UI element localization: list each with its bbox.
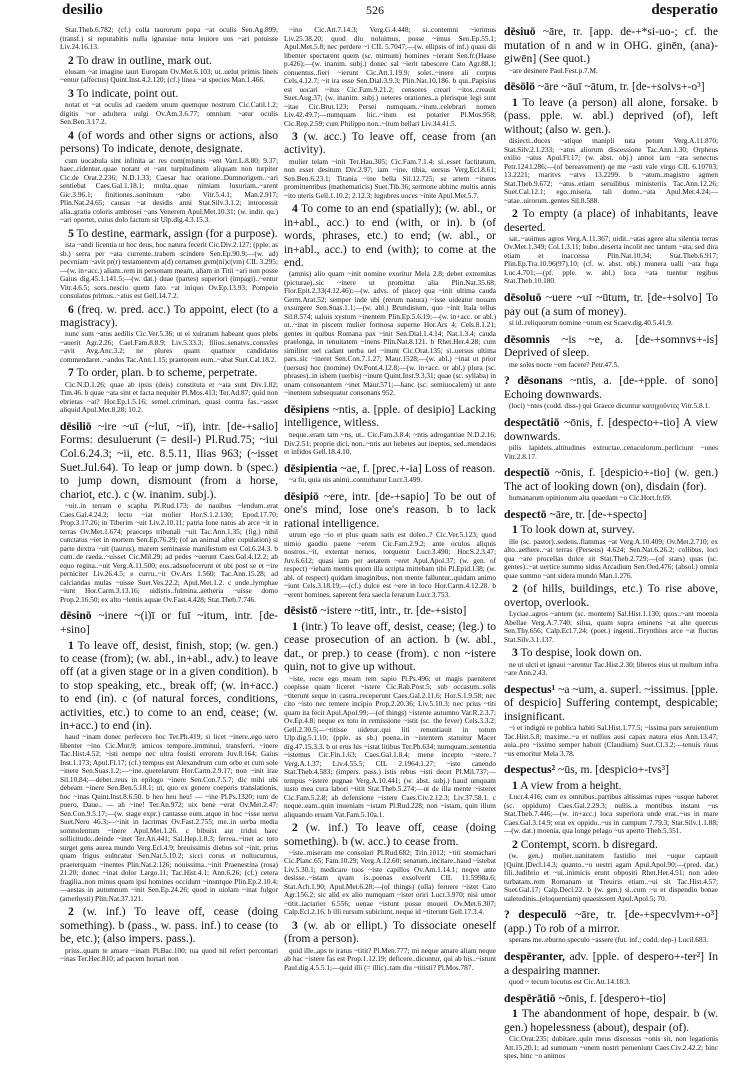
dictionary-entry [504, 508, 718, 678]
entry-head [504, 291, 718, 318]
grammar-etymology: ~is ~e, a. [de-+somnvs+-is] Deprived of sleep. [504, 332, 718, 360]
grammar-etymology: ~āre, tr. [app. de-+*si-uo-; cf. the mutation of n and w in OHG. ginēn, (ana)-giwēn] (See quot.) [504, 25, 718, 66]
page-number: 526 [366, 3, 384, 17]
headword: dēsinō [60, 609, 92, 623]
definition-text: (freq. w. pred. acc.) To appoint, elect (to a magistracy). [60, 302, 278, 329]
citations: disiecti..duces ~atique manipli tuta petunt Verg.A.11.870; Stat.Silv.2.1.233; ~atus aliorum discessione Tac.Ann.1.30; Orpheus exilio ~atus Apul.Fl.17; (w. abst. obj.) annoi iam ~ata senectus Petr.124.l.286;—(of bereavement) qe me ~asti vale virgo CIL 6.10703; 13.2221; maritvs ~atvs 13.2299. b ~atum..magistro agmen Stat.Theb.9.672; ~atus..etiam seruilibus ministeriis Tac.Ann.12.26; Suet.Cal.12.1; ego..misera, tali domo..~ata Apul.Met.4.24;—~atae..uirorum..gentes Sil.8.588. [504, 136, 718, 205]
dictionary-entry [60, 26, 278, 415]
dictionary-entry [504, 333, 718, 370]
sense-definition [60, 303, 278, 330]
grammar-etymology: ~āre, tr. [de-+specvlvm+-o³] (app.) To rob of a mirror. [504, 908, 718, 935]
citations: ~are desinere Paul.Fest.p.7.M. [509, 65, 598, 75]
grammar-etymology: ~a ~um, a. superl. ~issimus. [pple. of despicio] Suffering contempt, despicable; insignificant. [504, 682, 718, 723]
definition-text: Contempt, scorn. b disregard. [520, 837, 658, 851]
citations: Cic.Orat.235; dubitare..quin meus discessus ~onis sit, non legationis Att.15.20.1; ad summam ~onem nostri perueniunt Caes.Civ.2.42.2; hinc spes, hinc ~o animos [504, 1034, 718, 1061]
citations: ~ino Cic.Att.7.14.3; Verg.G.4.448; si..contemni ~ierimus Liv.25.38.20; quod diu noluimus, posse ~imus Sen.Ep.55.1; Apul.Met.5.8; nec perdere ~i CIL 5.7047;—(w. ellipsis of inf.) quasi dii libenter spectarent quem (sc. mimum) homines ~ierant Sen.fr.(Haase p.426);—(w. inanim. subj.) donec sal ~ierit tabescere Cato Agr.88.1; conuentus..fieri ~ierunt Cic.Att.1.19.9; solet..~inere ali corpus Cels.4.12.7; ~it ira esse Sen.Dial.3.9.3; Plin.Nat.10.186. b qui..Papisius est uocari ~itus Cic.Fam.9.21.2; censores creari ~itos..creauit Suet.Aug.37; (w. inanim. subj.) ueteres orationes..a plerisque legi sunt ~itae Cic.Brut.123; Persei numquam..~itum..celebrari nomen Liv.42.49.7;—numquam hic..~itum est potarier Pl.Mos.958; Cic.Rep.2.59; cum Philippo non..~itum bellari Liv.34.41.5. [284, 25, 496, 128]
entry-head [504, 25, 718, 66]
sense-number: 2 [512, 582, 518, 596]
sense-number: 1 [512, 523, 518, 537]
entry-head [504, 374, 718, 401]
sense-number: 3 [292, 130, 298, 143]
entry-head [504, 466, 718, 493]
entry-head [504, 992, 718, 1006]
entry-head [284, 490, 496, 531]
citations: prius..quam te amare ~inam Pl.Bac.100; tua quod nil refert percontari ~inas Ter.Hec.810; ad pacem hortari non [60, 945, 278, 964]
dictionary-entry [504, 683, 718, 759]
headword: dēsipientia [284, 461, 338, 475]
grammar-etymology: ~ōnis, f. [despecto+-tio] A view downwards. [504, 415, 718, 443]
citations: ~a fit, quia uis animi..conturbatur Lucr.3.499. [289, 475, 423, 485]
sense-number: 1 [512, 1007, 518, 1021]
column-3 [504, 25, 718, 1066]
headword: ? dēsonans [504, 374, 563, 388]
citations: humanarum opinionum alta quaedam ~o Cic.Hort.fr.69. [509, 493, 672, 503]
dictionary-entry [284, 403, 496, 457]
sense-number: 2 [68, 53, 74, 67]
sense-number: 1 [292, 620, 298, 633]
headword: dēsōlō [504, 80, 535, 94]
dictionary-entry [504, 416, 718, 461]
column-1 [60, 25, 278, 969]
definition-text: (w. acc.) To leave off, cease from (an activity). [284, 130, 496, 157]
citations: utrum ego ~io et plus quam satis est doleo..? Cic.Ver.5.123; quod nimio gaudio paene ~erem Cic.Fam.2.9.2; ante oculos aliquis nostros..~it, extentat neruos, torquetur Lucr.3.490; Hor.S.2.3.47; Juv.6.612; quasi iam per aetatem ~eret Apul.Apol.37; (w. gen. of respect) ~iebam mentis quom illa scripta mittebam tibi Pl.Epid.138; (w. abl. of respect) quidam imaginibus, non mente falluntur..quidam animo ~iunt Cels.3.18.19;—(cf.) dulce est ~ere in loco Hor.Carm.4.12.28. b ~erent homines, saperent fera saecla ferarum Lucr.3.753. [284, 530, 496, 599]
citations: haud ~inam donec perfecero hoc Ter.Ph.419; si licet ~inere..ego uero libenter ~ino Cic.Mur.9; amicos tempore..imminui, transferri, ~inere Tac.Hist.4.52; ~isti nempe nec ultra fouisti errorem Juv.8.164; Gaius Inst.1.173; Apul.Fl.17; (cf.) tempus est Alexandrum cum orbe et cum sole ~inere Sen.Suas.1.2;—~ine..querelarum Hor.Carm.2.9.17; non ~init irae Sil.10.84;—debet..reus in epilogo ~inere Sen.Con.7.5.7; dic mihi ubi debeam ~inere Sen.Ben.5.18.1; ut, quo ex genere coeperis translationis, hoc ~inas Quint.Inst.8.6.50. b heu heu heu! — ~ine Pl.Ps.1320; tum de puero, Daue.. — ah ~ine! Ter.An.972; uix bene ~erat Ov.Met.2.47; Sen.Con.9.5.17;—(w. stage expr.) cantasse eum..atque in hoc ~isse uersu Suet.Nero 46.3;—~init in lacrimas Ov.Fast.2.755; me..in uerba media somnolentum ~inere Apul.Met.1.26. c bibuist aut tridui haec sollicitudo..deinde ~inet Ter.An.441; Sal.Hep.1.8.3; ferrea..~inet ac toto surget gens aurea mundo Verg.Ecl.4.9; breuissimis diebus sol ~init, prius quam frigus eulncatur Sen.Nat.5.10.2; sicci corus et nultucurnus, praeterquam ~inentes Plin.Nat.2.126; nouissima..~init Praenestina (rosa) 21.20; donec ~inat dolor Largo.11; Tac.Hist.4.1; Ann.6.26; (cf.) cetera fragilia..non minus quam ipsi homines occidunt ~inuntque Plin.Ep.2.10.4;—aestas in autumnum ~init Sen.Ep.24.26; quod in uiolam ~inat fulgor (amethysti) Plin.Nat.37.121. [60, 732, 278, 903]
citations: mulier telam ~init Ter.Hau.305; Cic.Fam.7.1.4; si..esset factitatum, non esset desitum Div.2.97; iam ~ine, tibia, uersus Verg.Ecl.8.61; Sen.Ben.6.23.1; Titania ~ine bella Sil.12.725; se artem ~ituros promittentibus (mathematicis) Suet.Tib.36; sermone abhinc multis annis ~ito uteris Gell.1.10.2; 2.12.3; lugubres uoces ~inite Apul.Met.5.7. [284, 156, 496, 200]
sense-number: 7 [68, 366, 74, 380]
entry-head [504, 80, 718, 94]
entry-head [504, 416, 718, 443]
sense-number: 1 [68, 638, 74, 652]
definition-text: To empty (a place) of inhabitants, leave deserted. [504, 207, 718, 234]
sense-number: 2 [512, 207, 518, 221]
definition-text: A view from a height. [520, 778, 622, 792]
dictionary-entry [504, 466, 718, 503]
dictionary-entry [504, 291, 718, 328]
sense-number: 3 [68, 86, 74, 100]
definition-text: To come to an end (spatially); (w. abl., or in+abl., acc.) to end (with, or in). b (of words, phrases, etc.) to end; (w. abl., or in+abl., acc.) to end (with); to come at the end. [284, 202, 496, 269]
sense-number: 2 [68, 905, 74, 919]
sense-definition [504, 207, 718, 234]
entry-head [504, 908, 718, 935]
citations: neque..eram tam ~ns, ut.. Cic.Fam.3.8.4; ~ntis adrogantiae N.D.2.16; Div.2.51; proprie dici, non..~ntis aut hebetes aut ineptos, sed..mendaces et infidos Gell.18.4.10. [284, 430, 496, 457]
sense-number: 3 [292, 918, 298, 932]
sense-definition [504, 646, 718, 659]
dictionary-entry [504, 763, 718, 903]
headword: dēsiliō [60, 419, 92, 433]
grammar-etymology: ~ōnis, f. [despero+-tio] [558, 991, 666, 1005]
sense-definition [504, 838, 718, 851]
sense-number: 3 [512, 646, 518, 660]
left-guideword: desilio [62, 2, 103, 18]
grammar-etymology: ~istere ~titī, intr., tr. [de-+sisto] [320, 604, 467, 618]
citations: pilis lapideis..altitudines extructae..cenaculorum..perficiunt ~ones Vitr.2.8.17. [504, 443, 718, 461]
definition-text: To leave (a person) all alone, forsake. b (pass. pple. w. abl.) deprived (of), left without; (also w. gen.). [504, 95, 718, 136]
entry-head [284, 403, 496, 430]
citations: Lucr.4.416; cum ex omnibus..partibus altissimas rupes ~usque haberet (sc. oppidum) Caes.Gal.2.29.3; nullis..a montibus instant ~us Stat.Theb.7.446;—(w. in+acc.) loca superiora unde erat..~us in mare Caes.Gal.3.14.9; erat ex oppido..~us in campum 7.79.3; Stat.Silv.1.1.88;—(w. dat.) moenia, qua longe pelago ~us aperto Theb.5.351. [504, 792, 718, 836]
definition-text: To look down at, survey. [520, 523, 635, 537]
sense-definition [284, 130, 496, 157]
sense-definition [60, 905, 278, 945]
grammar-etymology: ~inere ~(i)ī or fuī ~itum, intr. [de-+sino] [60, 609, 278, 636]
sense-definition [60, 129, 278, 156]
dictionary-entry [504, 25, 718, 75]
grammar-etymology: ~ire ~uī (~luī, ~iī), intr. [de-+salio] Forms: desuluerunt (= desil-) Pl.Rud.75; ~iui Col.6.24.3; ~ii, etc. 8.5.11, Ilias 963; (~isset Suet.Jul.64). To leap or jump down. b (spec.) to jump down, dismount (from a horse, chariot, etc.). c (w. inanim. subj.). [60, 419, 278, 501]
grammar-etymology: ~āre ~āuī ~ātum, tr. [de-+solvs+-o³] [537, 80, 705, 94]
sense-number: 4 [68, 128, 74, 142]
definition-text: To leave off, desist, finish, stop; (w. gen.) to cease (from); (w. abl., in+abl., adv.) to leave off (at a given stage or in a given condition). b to stop speaking, etc., break off; (w. in+acc.) to end (in). c (of natural forces, conditions, activities, etc.) to come to an end, cease; (w. in+acc.) to end (in). [60, 638, 278, 732]
dictionary-entry [504, 374, 718, 411]
headword: despērātiō [504, 991, 556, 1005]
entry-head [504, 508, 718, 522]
entry-head [504, 333, 718, 360]
definition-text: To draw in outline, mark out. [76, 53, 212, 67]
dictionary-entry [284, 462, 496, 485]
dictionary-entry [504, 908, 718, 945]
column-2 [284, 25, 496, 977]
definition-text: (w. ab or ellipt.) To dissociate oneself (from a person). [284, 918, 497, 946]
citations: cum uocabula sint infinita ac res com(m)unis ~ent Varr.L.8.80; 9.37; haec..ridentur..quae notant et ~ant turpitudinem aliquam non turpiter Cic.de Orat.2.236; N.D.1.33; Caesar hac oratione..Dumnorigem..~ari sentiebat Caes.Gal.1.18.1; multa..quae nimiam luxuriam..~arent Gic.3.96.1; finitiones..sonituum ~abo Vitr.5.4.1; Man.2.917; Plin.Nat.24.65; causas ~at desidis anni Stat.Silv.3.1.2; introcessit alia..gratia coloris ambrosei ~ans Venerem Apul.Met.10.31; (w. indir. qu.) ~ari oportet, cuius dolo factum sit Ulp.dig.4.3.15.3. [60, 155, 278, 225]
citations: ~i et indigni re publica habiti Sal.Hist.1.77.5; ~issima pars seruientium Tac.Hist.5.8; maxime..~a et nullius ausi capax natura eius Ann.13.47; auia..pro ~issimo semper habuit (Claudium) Suet.Cl.3.2;—tenuis riuus ~us emoritur Mela 3.78. [504, 723, 718, 758]
sense-definition [284, 919, 496, 946]
definition-text: To despise, look down on. [520, 646, 643, 660]
sense-definition [504, 523, 718, 536]
dictionary-entry [504, 80, 718, 286]
sense-definition [284, 202, 496, 269]
grammar-etymology: adv. [pple. of despero+-ter²] In a despairing manner. [504, 949, 718, 977]
dictionary-entry [60, 420, 278, 605]
citations: sat..~auimus agros Verg.A.11.367; uidit..~atas agere alta silentia terras Ov.Met.1.349; Col.1.3.11; bubo..deserta incolit nec tantum ~ata, sed dira etiam et inaccessa Plin.Nat.10.34; Stat.Theb.6.917; Plin.Ep.Tra.10.96(97).10; (cf. w. abst. obj.) munera ualli ~ata fuga Luc.4.701;—(pf. pple. w. abl.) loca ~ata tuentur regibus Stat.Theb.10.180. [504, 233, 718, 286]
sense-definition [504, 96, 718, 136]
sense-number: 4 [292, 202, 298, 216]
grammar-etymology: ~āre, tr. [de-+specto] [549, 507, 647, 521]
grammar-etymology: ~ōnis, f. [despicio+-tio] (w. gen.) The act of looking down (on), disdain (for). [504, 466, 718, 493]
sense-number: 2 [292, 821, 298, 835]
sense-definition [60, 54, 278, 67]
headword: dēsipiō [284, 489, 319, 503]
sense-definition [60, 227, 278, 240]
entry-head [504, 763, 718, 777]
citations: quod ~ tecum locutus est Cic.Att.14.18.3. [509, 977, 631, 987]
citations: ille (sc. pastor)..sedens..flammas ~at Verg.A.10.409; Ov.Met.2.710; ex alto..aethere..~at terras (Perseus) 4.624; Sen.Nat.6.26.2; collibus, loci qua ~are procellas dulce sit Stat.Theb.2.729;—(of stars) quas (sc. gentes)..~at uertice summo sidus Arcadium Sen.Oed.476; (absol.) omnia quae summo ~ant sidera mundo Man.1.276. [504, 536, 718, 580]
headword: dēsipiens [284, 402, 330, 416]
sense-number: 6 [68, 302, 74, 316]
headword: despectiō [504, 466, 550, 480]
citations: (amnis) alio quam ~init nomine exoritur Mela 2.8; debet extremitas (picturae)..sic ~inere ut promittat alia Plin.Nat.35.68; Flor.Epit.2.33(4.12.46);—(w. advs. of place) qua ~init ultima cauda Germ.Arat.52; semper inde ubi (rerum natura) ~isse uideatur nouam exsurgere Sen.Suas.1.1;—(w. abl.) Brundisium, quo ~init Itala tellus Sil.8.574; ualuis xystum ~inentem Plin.Ep.5.6.19;—(w. in+acc. or abl.) ut..~inat in piscem mulier formosa superne Hor.Ars 4; Cels.8.1.21; gentes in quibus Romana pax ~init Sen.Dial.1.4.14; Nat.1.3.4; cauda praelonga, in tenuitatem ~inens Plin.Nat.8.121. b Rhet.Her.4.28; cum similiter uel cadant uerba uel ~inunt Cic.Orat.135; si..uersus ultima pars..sic ~ineret Sen.Con.7.1.27; Maur.1528;—(w. abl.) ~inat ut prior (uersus) hoc (nomine) Ov.Pont.4.12.8;—(w. in+acc. or abl.) plura (sc. phrases)..in isbem (uerbis) ~inunt Quint.Inst.9.3.31; quae (sc. syllaba) in unam consonantem ~inet Maur.571;—hanc (sc. semiuocalem) ut ante ~inentem subsequatur consonans 952. [284, 269, 496, 398]
sense-definition [504, 582, 718, 609]
definition-text: (of words and other signs or actions, also persons) To indicate, denote, designate. [60, 128, 278, 156]
grammar-etymology: ~ae, f. [prec.+-ia] Loss of reason. [340, 461, 496, 475]
headword: dēsistō [284, 604, 318, 618]
citations: me soles nocte ~em facere? Petr.47.5. [509, 359, 620, 369]
headword: despēranter, [504, 949, 566, 963]
sense-number: 2 [512, 837, 518, 851]
citations: ~iste, recte ego meam rem sapio Pl.Ps.496; ut magis paeniteret coepisse quam liceret ~istere Cic.Rab.Post.5; sub occasum..solis ~titerunt seque in castra..receperunt Caes.Gal.2.11.6; Hor.S.1.9.58; nec cito ~isto nec temere incipio Prop.2.20.36; Liv.5.10.3; nec prius ~titi quam ita fecit Apul.Apol.99;—(of things) ~istente autumno Var.R.2.3.7; Ov.Ep.4.8; neque ex toto in remissione ~istit (sc. the fever) Cels.3.3.2; Gell.2.30.5;—~titisse uidetur..qui liti renuntiauit in totum Ulp.dig.5.1.10; (pple. as sb.) poena..in ~istentem statuitur Macer dig.47.15.3.3. b ut erus his ~istat litibus Ter.Ph.634; numquam..sententia ~istemus Cic.Fin.1.63; Caes.Gal.1.8.4; mene incepto ~stere..? Verg.A.1.37; Liv.4.55.5; CIL 2.1964.1.27; ~iste canendo Stat.Theb.4.583; (impers. pass.) istis rebus ~isti decet Pl.Mil.737;—tempus ~istere pugnae Verg.A.10.441; (w. abst. subj.) haud umquam iusto mea cura labori ~titit Stat.Theb.5.274;—ut de illa mente ~isteret Cic.Fam.5.2.8; ab defensione ~istere Caes.Civ.2.12.3; Liv.37.58.1. c neque..eam..quin inueniam ~istam Pl.Rud.228; non ~istam, quin illum aliquando eruam Vat.Fam.5.10a.1. [284, 673, 496, 819]
definition-text: (w. inf.) To leave off, cease (doing something). b (w. acc.) to cease from. [284, 821, 496, 848]
definition-text: To indicate, point out. [76, 86, 179, 100]
grammar-etymology: ~ūs, m. [despicio+-tvs³] [558, 763, 670, 777]
citations: ista ~andi licentia ut hoc deus, hoc natura fecerit Cic.Div.2.127; (pple. as sb.) serra per ~ata currente..trabem scindere Sen.Ep.90.9;—(w. ad) pecvniam ~avit pr(r) testamentvm a(d) certamen gvm(ni)c(vm) CIL 3.295;—(w. in+acc.) aliam..rem in personam meam, aliam in Titii ~ari non posse Gaius dig.45.1.141.5;—(w. dat.) duae (partes) superiori (impagi)..~entur Vitr.4.6.5; sors..nescio quem fato ~at iniquo Ov.Ep.13.93; Pompeio consulatus primus..~atus est Gell.14.7.2. [60, 240, 278, 301]
citations: Lyciae..agros ~antem (sc. montem) Sal.Hist.1.130; quos..~ant moenia Abellae Verg.A.7.740; silua, quam supra eminens ~at alte quercus Sen.Thy.656; Calp.Ecl.7.24; (poet.) ingenti..Tirynthius arce ~at fluctus Stat.Silv.3.1.137. [504, 609, 718, 644]
definition-text: (w. inf.) To leave off, cease (doing something). b (pass., w. pass. inf.) to cease (to be, etc.); (also impers. pass.). [60, 905, 278, 946]
sense-number: 5 [68, 226, 74, 240]
headword: dēsomnis [504, 332, 550, 346]
sense-number: 1 [512, 778, 518, 792]
grammar-etymology: ~ntis, a. [de-+pple. of sono] Echoing downwards. [504, 374, 718, 401]
citations: ne ut ulcti et ignaui ~arentur Tac.Hist.2.30; liberos eius ut multum infra ~are Ann.2.43. [504, 659, 718, 678]
citations: quid ille..aps te iratus ~titit? Pl.Men.777; mi neque amare aliam neque ab hac ~istere fas est Prop.1.12.19; deficere..dicuntur, qui ab his..~istunt Paul.dig.4.5.5.1;—quid illi (= illic)..tam diu ~titisti? Pl.Mos.787. [284, 945, 496, 972]
dictionary-entry [504, 992, 718, 1061]
entry-head [60, 420, 278, 502]
page-header [0, 2, 750, 24]
headword: despectus² [504, 763, 556, 777]
entry-head [284, 604, 496, 618]
citations: ~uit..in terram e scapha Pl.Rud.173; de nauibus ~lendum..erat Caes.Gal.4.24.2; lecto ~iat mulier Hor.S.1.2.130; Epod.17.70; Prop.3.17.26; in Tiberim ~uit Liv.2.10.11; patria Ione natus ab arce ~it in terras Ov.Met.1.674; praeceps tribunali ~uit Tac.Ann.1.35; (fig.) nihil cunctatus ~iet in mortem Sen.Ep.76.29; (of an animal after copulation) si parte dextra ~uit (taurus), marem seminasse manifestum est Col.6.24.3. b cum..de raeda..~uisset Cic.Mil.29; ad pedes ~uerunt Caes.Gal.4.12.2; ab equo regina..~uit Verg.A.11.500; eos..adsuefecerunt et ubi post se et ~ire perniciter Liv.26.4.5; e curru..~it Ov.Ars 1.560; Tac.Ann.15.28; ad calciandas mulas ~uisse Suet.Ves.22.2; Apul.Met.1.2. c unde..lymphae ~iunt Hor.Carm.3.13.16; uidistis..fulmina..aetheria ~uisse domo Prop.2.16.50; ex alto ~lentis aquae Ov.Fast.4.428; Stat.Theb.7.746. [60, 501, 278, 604]
headword: ? despeculō [504, 908, 567, 922]
grammar-etymology: ~uere ~uī ~ūtum, tr. [de-+solvo] To pay out (a sum of money). [504, 290, 718, 318]
definition-text: (of hills, buildings, etc.) To rise above, overtop, overlook. [504, 582, 718, 609]
entry-head [60, 609, 278, 636]
definition-text: To destine, earmark, assign (for a purpose). [76, 226, 278, 240]
dictionary-entry [60, 609, 278, 963]
dictionary-entry [284, 604, 496, 972]
right-guideword: desperatio [651, 2, 718, 18]
headword: dēsiuō [504, 25, 536, 38]
sense-definition [504, 1007, 718, 1034]
headword: despectō [504, 507, 547, 521]
dictionary-entry [284, 490, 496, 600]
citations: (w. gen.) mulier..uanitatem fastidio mei ~uque captauit [Quint.]Decl.14.3; quanto..~u uestri agam Apul.Apol.90;—(pred. dat.) fili..ludibrio et ~ui..inimicis erunt obpositi Rhet.Her.4.51; non adeo turbatam..rem Romanam ut Treuiris etiam..~ui sit Tac.Hist.4.57; Suet.Gal.17; Calp.Decl.22. b (w. gen.) si..cum ~u et dispendio bonae ualetudinis..(eloquentiam) quaesissem Apul.Apol.5; 70. [504, 851, 718, 903]
citations: nunc sum ~atus aedilis Cic.Ver.5.36; ut ei xuiratum habeant quos plebs ~auerit Agr.2.26; Cael.Fam.8.8.9; Liv.5.33.3; filios..senatvs..consvles ~avit Avg.Anc.3.2; ne plures quam quattuor candidatos commendaret..~andos Tac.Ann.1.15; praetorem eum..~abat Suet.Cal.18.2. [60, 329, 278, 364]
entry-head [504, 950, 718, 977]
entry-head [284, 462, 496, 476]
definition-text: To order, plan. b to scheme, perpetrate. [76, 366, 258, 380]
sense-number: 1 [512, 95, 518, 109]
headword: despectātiō [504, 415, 560, 429]
sense-definition [60, 87, 278, 100]
definition-text: The abandonment of hope, despair. b (w. gen.) hopelessness (about), despair (of). [504, 1007, 718, 1034]
grammar-etymology: ~ntis, a. [pple. of desipio] Lacking intelligence, witless. [284, 402, 496, 430]
citations: Cic.N.D.1.26; quae ab ipsis (deis) constituta et ~ata sunt Div.1.82; Tim.46. b quae ~ata sint et facta nequiter Pl.Mos.413; Ter.Ad.87; quid non ebrietas ~at? Hor.Ep.1.5.16; semel..criminari, quasi contra fas..~asset aliquid Apul.Met.8.28; 10.2. [60, 379, 278, 415]
citations: ~iste..miseram me consolari Pl.Rud.682; Trin.1012; ~titi stomachari Cic.Planc.65; Fam.10.29; Verg.A.12.60; senatum..incitare..haud ~istebat Liv.5.30.1; medicare tuos ~iste capillos Ov.Am.1.14.1; neqve ante desisse..~istam qvam is..poenas exsolverit CIL 11.5998a.6; Stat.Ach.1.90; Apul.Met.6.28;—(of things) (olla) feruere ~istet Cato Agr.156.2; sic alid ex alio numquam ~istet oriri Lucr.3.970; nisi umor ~titit..iactarier 6.556; uenae ~istunt posse moueri Ov.Met.6.307; Calp.Ecl.2.16. b illi rursum subiciunt, neque id ~titerunt Gell.17.3.4. [284, 847, 496, 917]
sense-definition [284, 620, 496, 674]
entry-head [504, 683, 718, 724]
grammar-etymology: ~ere, intr. [de-+sapio] To be out of one's mind, lose one's reason. b to lack rational intelligence. [284, 489, 496, 530]
citations: (loci) ~ntes (codd. diss-) qui Graece dicuntur κατηχοῦντες Vitr.5.8.1. [509, 401, 710, 411]
citations: notat et ~at oculis ad caedem unum quemque nostrum Cic.Catil.1.2; digitis ~or adultera uulgi Ov.Am.3.6.77; omnium ~atur oculis Sen.Ben.3.17.2. [60, 100, 278, 127]
citations: Stat.Theb.6.782; (cf.) colla taurorum popa ~at oculis Sen.Ag.899; (transf.) si reputabitis nulla ignauiae nota leuiore uos ~ari potuisse Liv.24.16.13. [60, 25, 278, 51]
sense-definition [284, 821, 496, 848]
headword: despectus¹ [504, 682, 556, 696]
dictionary-entry [284, 26, 496, 398]
sense-definition [60, 366, 278, 379]
citations: si id..reliquorum nomine ~utum est Scaev.dig.40.5.41.9. [509, 318, 673, 328]
sense-definition [60, 639, 278, 733]
headword: dēsoluō [504, 290, 542, 304]
dictionary-entry [504, 950, 718, 987]
definition-text: (intr.) To leave off, desist, cease; (leg.) to cease prosecution of an action. b (w. abl., dat., or prep.) to cease (from). c non ~istere quin, not to give up without. [284, 620, 496, 674]
citations: elusam ~at imagine tauri Europam Ov.Met.6.103; ut..uelut primis lineis ~entur (affectus) Quint.Inst.4.2.120; (cf.) linea ~at species Man.1.466. [60, 66, 278, 85]
citations: sperans me..eburno speculo ~assere (fut. inf.; codd. dep-) Lucil.683. [509, 935, 709, 945]
sense-definition [504, 779, 718, 792]
